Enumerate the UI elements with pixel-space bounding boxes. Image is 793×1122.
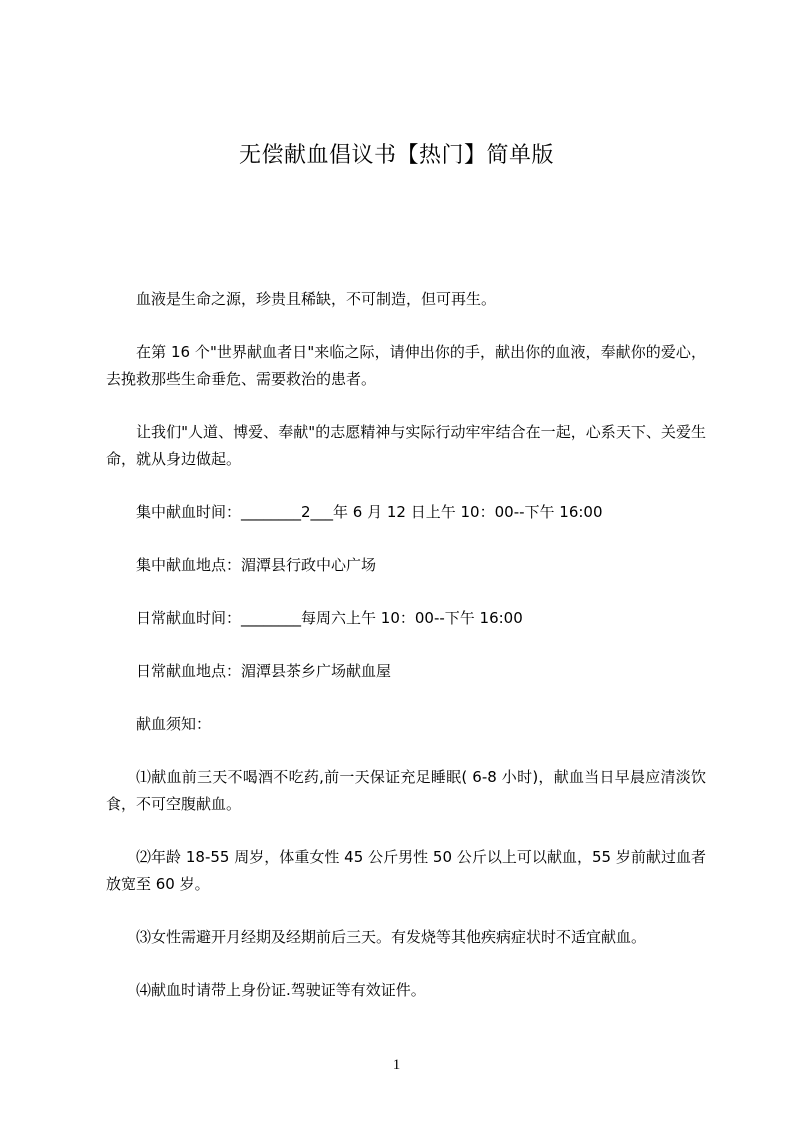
paragraph-notice-item-1: ⑴献血前三天不喝酒不吃药,前一天保证充足睡眠( 6-8 小时)，献血当日早晨应清淡饮食，不可空腹献血。 [106, 768, 706, 813]
paragraph-central-location: 集中献血地点：湄潭县行政中心广场 [136, 556, 377, 574]
paragraph-spirit: 让我们"人道、博爱、奉献"的志愿精神与实际行动牢牢结合在一起，心系天下、关爱生命，就从身边做起。 [106, 423, 706, 468]
paragraph-daily-time: 日常献血时间：________每周六上午 10：00--下午 16:00 [136, 609, 523, 627]
paragraph-notice-item-4: ⑷献血时请带上身份证.驾驶证等有效证件。 [136, 981, 426, 999]
paragraph-notice-item-2: ⑵年龄 18-55 周岁，体重女性 45 公斤男性 50 公斤以上可以献血，55 岁前献过血者放宽至 60 岁。 [106, 848, 706, 893]
paragraph-notice-item-3: ⑶女性需避开月经期及经期前后三天。有发烧等其他疾病症状时不适宜献血。 [136, 928, 647, 946]
document-title: 无偿献血倡议书【热门】简单版 [238, 143, 554, 168]
paragraph-world-donor-day: 在第 16 个"世界献血者日"来临之际，请伸出你的手，献出你的血液，奉献你的爱心，去挽救那些生命垂危、需要救治的患者。 [106, 343, 706, 388]
paragraph-central-time: 集中献血时间：________2___年 6 月 12 日上午 10：00--下午 16:00 [136, 503, 603, 521]
paragraph-intro: 血液是生命之源，珍贵且稀缺，不可制造，但可再生。 [136, 290, 497, 308]
paragraph-notice-heading: 献血须知： [136, 715, 212, 733]
paragraph-daily-location: 日常献血地点：湄潭县茶乡广场献血屋 [136, 662, 392, 680]
document-body [106, 286, 706, 1030]
page-number: 1 [392, 1057, 401, 1073]
